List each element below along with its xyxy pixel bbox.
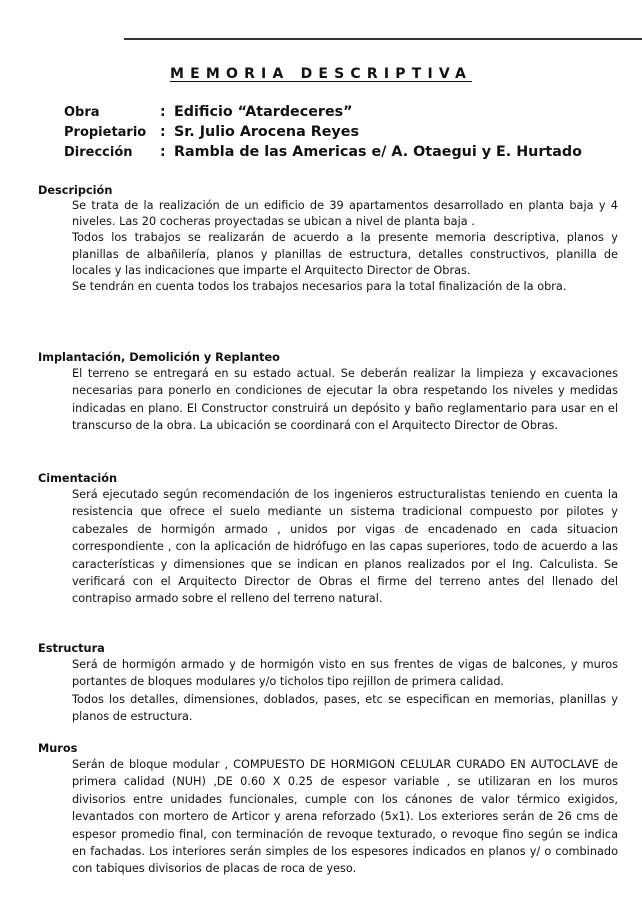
- top-rule: [124, 38, 642, 40]
- section-descripcion: [38, 183, 618, 295]
- section-heading: Descripción: [38, 184, 113, 197]
- direccion-value: Rambla de las Americas e/ A. Otaegui y E. Hurtado: [174, 144, 582, 160]
- direccion-label: Dirección: [64, 145, 133, 160]
- section-paragraph: Serán de bloque modular , COMPUESTO DE HORMIGON CELULAR CURADO EN AUTOCLAVE de primera calidad (NUH) ,DE 0.60 X 0.25 de espesor variable , se utilizaran en los muros divisorios entre unidades funcionales, cumple con los cánones de valor térmico exigidos, levantados con mortero de Articor y arena reforzado (5x1). Los exteriores serán de 26 cms de espesor promedio final, con terminación de revoque texturado, o revoque fino según se indica en fachadas. Los interiores serán simples de los espesores indicados en planos y/ o combinado con tabiques divisorios de placas de roca de yeso.: [72, 758, 618, 876]
- project-header: [64, 104, 582, 164]
- document-title: MEMORIA DESCRIPTIVA: [169, 66, 473, 82]
- header-row-obra: [64, 104, 582, 124]
- section-heading: Muros: [38, 742, 78, 755]
- obra-colon: :: [160, 104, 166, 120]
- section-heading: Cimentación: [38, 472, 118, 485]
- section-heading: Estructura: [38, 642, 105, 655]
- section-paragraph: Será ejecutado según recomendación de los ingenieros estructuralistas teniendo en cuenta la resistencia que ofrece el suelo mediante un sistema tradicional compuesto por pilotes y cabezales de hormigón armado , unidos por vigas de encadenado en cada situacion correspondiente , con la aplicación de hidrófugo en las capas superiores, todo de acuerdo a las características y dimensiones que se indican en planos realizados por el Ing. Calculista. Se verificará con el Arquitecto Director de Obras el firme del terreno antes del llenado del contrapiso armado sobre el relleno del terreno natural.: [72, 488, 618, 606]
- section-cimentacion: [38, 471, 618, 608]
- section-heading: Implantación, Demolición y Replanteo: [38, 351, 280, 364]
- propietario-label: Propietario: [64, 125, 147, 140]
- section-implantacion: [38, 350, 618, 435]
- obra-value: Edificio “Atardeceres”: [174, 104, 353, 120]
- section-paragraph: Todos los trabajos se realizarán de acuerdo a la presente memoria descriptiva, planos y planillas de albañilería, planos y planillas de estructura, detalles constructivos, planilla de locales y las indicaciones que imparte el Arquitecto Director de Obras.: [72, 231, 618, 277]
- obra-label: Obra: [64, 105, 100, 120]
- section-paragraph: Se tendrán en cuenta todos los trabajos necesarios para la total finalización de la obra.: [72, 280, 567, 294]
- section-paragraph: Se trata de la realización de un edificio de 39 apartamentos desarrollado en planta baja y 4 niveles. Las 20 cocheras proyectadas se ubican a nivel de planta baja .: [72, 199, 618, 229]
- section-paragraph: Será de hormigón armado y de hormigón visto en sus frentes de vigas de balcones, y muros portantes de bloques modulares y/o ticholos tipo rejillon de primera calidad.: [72, 658, 618, 689]
- section-paragraph: El terreno se entregará en su estado actual. Se deberán realizar la limpieza y excavaciones necesarias para ponerlo en condiciones de ejecutar la obra respetando los niveles y medidas indicadas en plano. El Constructor construirá un depósito y baño reglamentario para usar en el transcurso de la obra. La ubicación se coordinará con el Arquitecto Director de Obras.: [72, 367, 618, 433]
- direccion-colon: :: [160, 144, 166, 160]
- section-paragraph: Todos los detalles, dimensiones, doblados, pases, etc se especifican en memorias, planillas y planos de estructura.: [72, 692, 618, 724]
- propietario-colon: :: [160, 124, 166, 140]
- section-muros: [38, 741, 618, 878]
- header-row-direccion: [64, 144, 582, 164]
- propietario-value: Sr. Julio Arocena Reyes: [174, 124, 359, 140]
- header-row-propietario: [64, 124, 582, 144]
- section-estructura: [38, 641, 618, 726]
